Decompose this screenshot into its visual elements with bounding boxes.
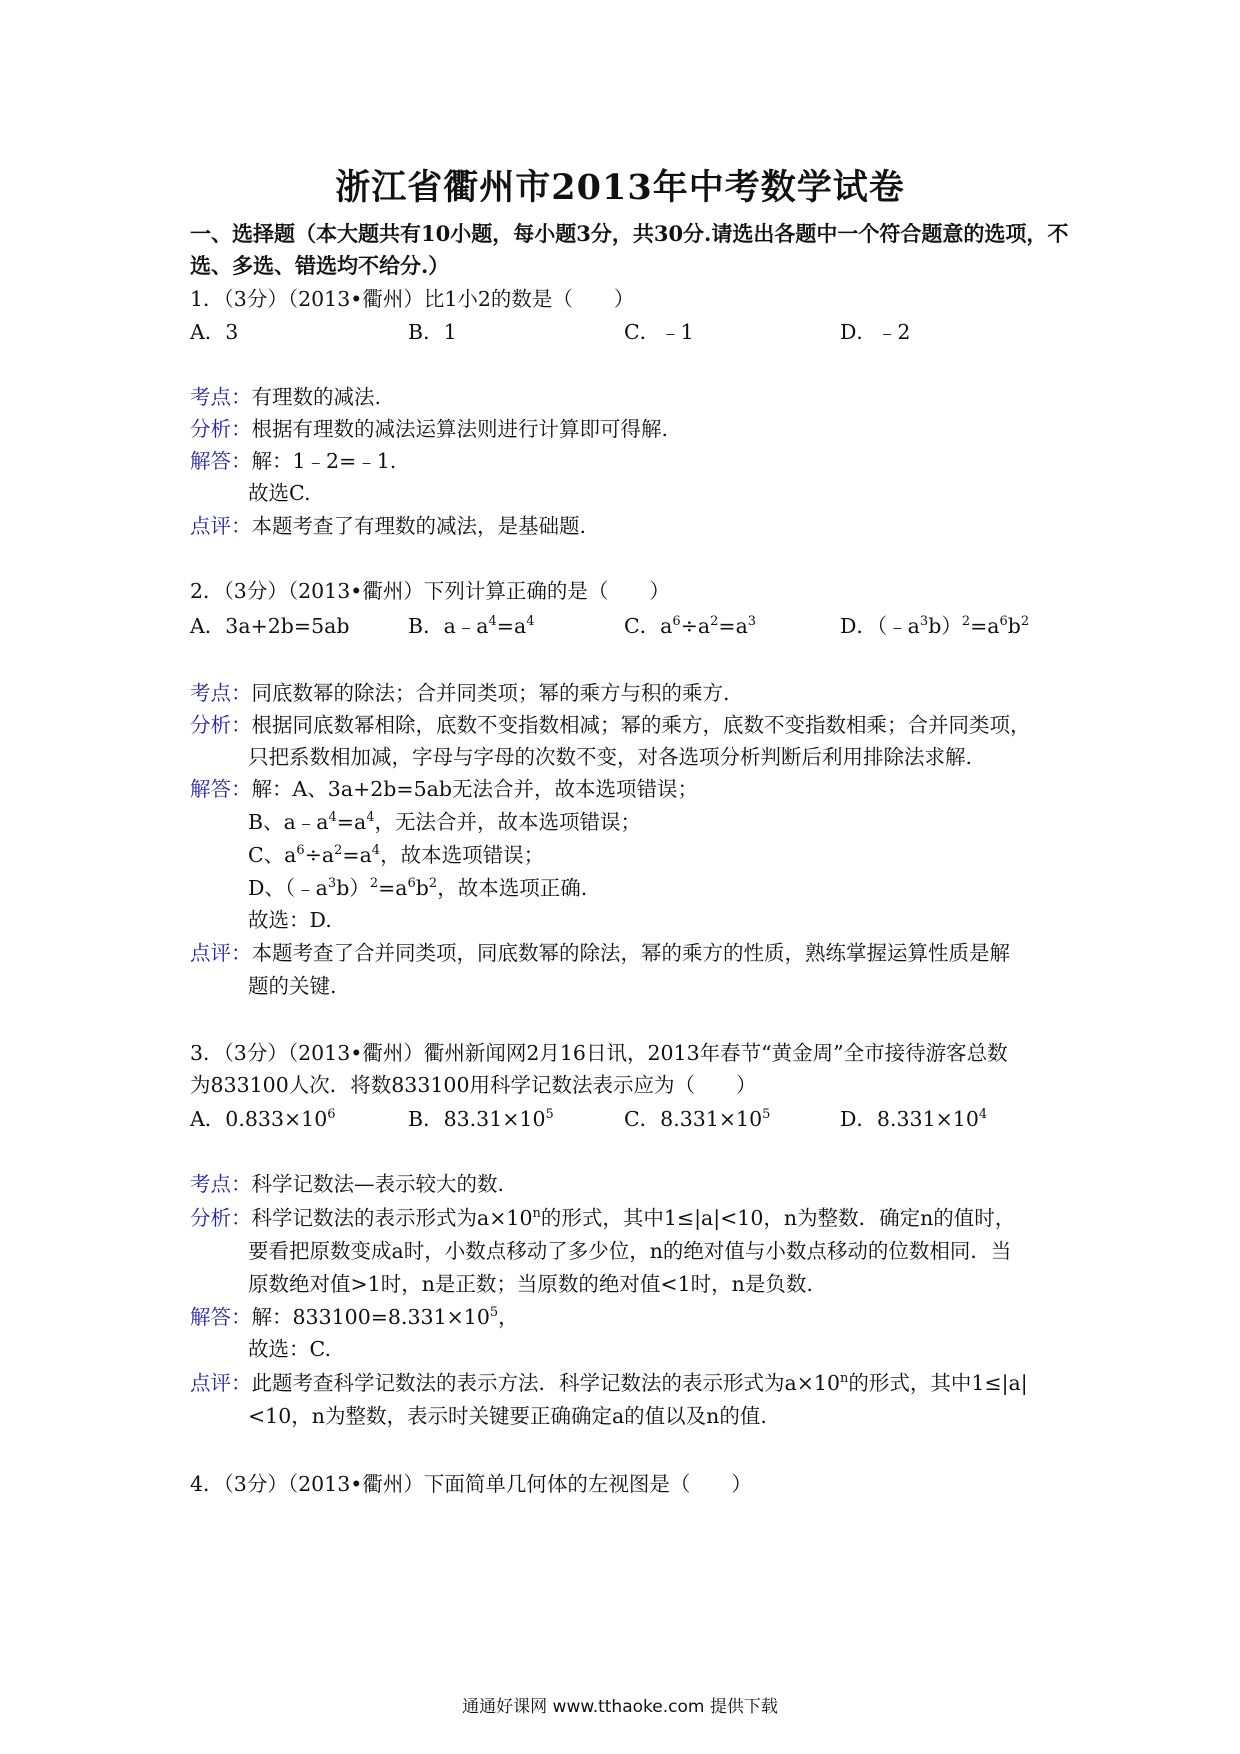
q4-stem: 4．（3分）（2013•衢州）下面简单几何体的左视图是（ ） xyxy=(190,1472,752,1496)
q2-jieda: 解答：解：A、3a+2b=5ab无法合并，故本选项错误； xyxy=(190,777,698,801)
q1-fenxi: 分析：根据有理数的减法运算法则进行计算即可得解. xyxy=(190,417,669,441)
page-title: 浙江省衢州市2013年中考数学试卷 xyxy=(335,167,905,208)
q2-jieda-end: 故选：D. xyxy=(248,908,332,932)
q1-jieda: 解答：解：1﹣2=﹣1. xyxy=(190,449,397,473)
q1-option-b: B．1 xyxy=(408,320,457,344)
q3-jieda-line2: 故选：C. xyxy=(248,1337,331,1361)
jieda-label: 解答： xyxy=(190,449,252,473)
q2-fenxi-line2: 只把系数相加减，字母与字母的次数不变，对各选项分析判断后利用排除法求解. xyxy=(248,745,973,769)
q2-kaodian: 考点：同底数幂的除法；合并同类项；幂的乘方与积的乘方. xyxy=(190,681,730,705)
q1-option-a: A．3 xyxy=(190,320,239,344)
q1-kaodian: 考点：有理数的减法. xyxy=(190,385,382,409)
q1-option-d: D．﹣2 xyxy=(840,320,911,344)
q3-dianping-line2: <10，n为整数，表示时关键要正确确定a的值以及n的值. xyxy=(248,1404,767,1428)
q1-option-c: C．﹣1 xyxy=(624,320,694,344)
q3-stem-line2: 为833100人次．将数833100用科学记数法表示应为（ ） xyxy=(190,1073,757,1097)
q1-jieda-line2: 故选C. xyxy=(248,481,311,505)
q3-option-d: D．$8.331\times 10^4$ xyxy=(840,1107,988,1131)
q2-jieda-c: C、$a^6\div a^2=a^4$，故本选项错误； xyxy=(248,843,545,867)
q3-fenxi: 分析：科学记数法的表示形式为$a\times 10^n$的形式，其中1≤|a|<10，n为整数．确定n的值时， xyxy=(190,1206,1016,1230)
q2-fenxi: 分析：根据同底数幂相除，底数不变指数相减；幂的乘方，底数不变指数相乘；合并同类项， xyxy=(190,713,1031,737)
q3-option-b: B．$83.31\times 10^5$ xyxy=(408,1107,554,1131)
q3-dianping: 点评：此题考查科学记数法的表示方法．科学记数法的表示形式为$a\times 10^n$的形式，其中1≤|a| xyxy=(190,1371,1028,1395)
q3-option-a: A．$0.833\times 10^6$ xyxy=(190,1107,336,1131)
q2-dianping: 点评：本题考查了合并同类项，同底数幂的除法，幂的乘方的性质，熟练掌握运算性质是解 xyxy=(190,941,1010,965)
q2-option-a: A．3a+2b=5ab xyxy=(190,614,350,638)
q2-jieda-b: B、$a﹣a^4=a^4$，无法合并，故本选项错误； xyxy=(248,810,641,834)
q3-option-c: C．$8.331\times 10^5$ xyxy=(624,1107,771,1131)
q1-dianping: 点评：本题考查了有理数的减法，是基础题. xyxy=(190,514,587,538)
dianping-label: 点评： xyxy=(190,514,252,538)
q1-stem: 1．（3分）（2013•衢州）比1小2的数是（ ） xyxy=(190,287,635,311)
section-header: 一、选择题（本大题共有10小题，每小题3分，共30分.请选出各题中一个符合题意的选项，不选、多选、错选均不给分.） xyxy=(190,221,1069,278)
kaodian-label: 考点： xyxy=(190,385,252,409)
fenxi-label: 分析： xyxy=(190,417,252,441)
q3-stem: 3．（3分）（2013•衢州）衢州新闻网2月16日讯，2013年春节“黄金周”全市接待游客总数 xyxy=(190,1041,1008,1065)
q2-stem: 2．（3分）（2013•衢州）下列计算正确的是（ ） xyxy=(190,579,670,603)
q2-option-c: C．$a^6\div a^2=a^3$ xyxy=(624,614,757,638)
q2-option-b: B．$a﹣a^4=a^4$ xyxy=(408,614,535,638)
q2-jieda-d: D、$(﹣a^3b)^2=a^6b^2$，故本选项正确. xyxy=(248,876,588,900)
q3-fenxi-line3: 原数绝对值>1时，n是正数；当原数的绝对值<1时，n是负数. xyxy=(248,1272,813,1296)
q3-jieda: 解答：解：$833100=8.331\times 10^5$， xyxy=(190,1305,519,1329)
q2-dianping-line2: 题的关键. xyxy=(248,974,337,998)
q2-option-d: D．$(﹣a^3b)^2=a^6b^2$ xyxy=(840,614,1030,638)
page-footer: 通通好课网 www.tthaoke.com 提供下载 xyxy=(462,1697,778,1717)
q3-kaodian: 考点：科学记数法—表示较大的数. xyxy=(190,1172,505,1196)
q3-fenxi-line2: 要看把原数变成a时，小数点移动了多少位，n的绝对值与小数点移动的位数相同．当 xyxy=(248,1239,1012,1263)
